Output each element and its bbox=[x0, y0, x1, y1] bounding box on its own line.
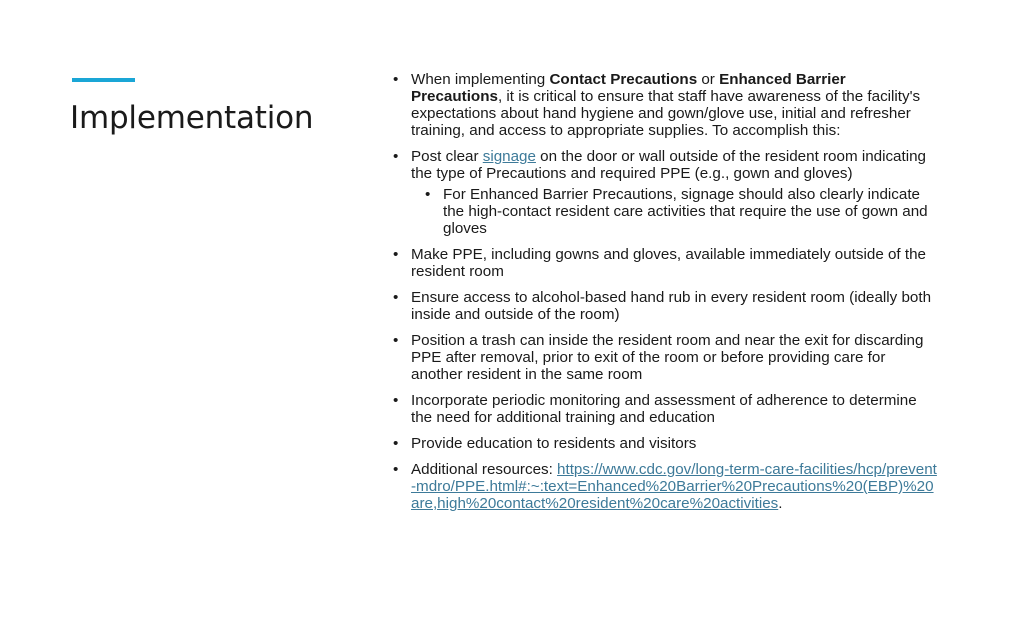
bullet-hand-rub-access: • Ensure access to alcohol-based hand rub in every resident room (ideally both inside and outside of the room) bbox=[393, 289, 938, 323]
content-body bbox=[393, 71, 938, 521]
title-accent-bar bbox=[72, 78, 135, 82]
bullet-text: Additional resources: bbox=[411, 461, 558, 478]
sub-bullet-list bbox=[411, 186, 938, 237]
signage-link[interactable]: signage bbox=[482, 148, 536, 165]
bullet-text: . bbox=[778, 495, 783, 512]
sub-bullet-signage-activities: • For Enhanced Barrier Precautions, signage should also clearly indicate the high-contact resident care activities that require the use of gown and gloves bbox=[411, 186, 938, 237]
bold-enhanced-barrier-precautions: Enhanced Barrier Precautions bbox=[411, 71, 846, 105]
bullet-monitoring: • Incorporate periodic monitoring and assessment of adherence to determine the need for additional training and education bbox=[393, 392, 938, 426]
bullet-contact-precautions bbox=[393, 71, 938, 139]
bullet-text: When implementing bbox=[411, 71, 550, 88]
bullet-text: , it is critical to ensure that staff have awareness of the facility's expectations about hand hygiene and gown/glove use, initial and refresher training, and access to appropriate supplies. To accomplish this: bbox=[411, 88, 921, 139]
bullet-text: Post clear bbox=[411, 148, 483, 165]
bullet-signage bbox=[393, 148, 938, 237]
cdc-resource-link[interactable]: https://www.cdc.gov/long-term-care-facilities/hcp/prevent-mdro/PPE.html#:~:text=Enhanced%20Barrier%20Precautions%20(EBP)%20are,high%20contact%20resident%20care%20activities bbox=[411, 461, 937, 512]
bullet-education: • Provide education to residents and visitors bbox=[393, 435, 938, 452]
bullet-ppe-availability: • Make PPE, including gowns and gloves, available immediately outside of the resident room bbox=[393, 246, 938, 280]
bullet-additional-resources bbox=[393, 461, 938, 512]
slide-title: Implementation bbox=[70, 100, 314, 136]
bullet-text: or bbox=[697, 71, 720, 88]
bullet-list bbox=[393, 71, 938, 512]
bullet-trash-can: • Position a trash can inside the resident room and near the exit for discarding PPE after removal, prior to exit of the room or before providing care for another resident in the same room bbox=[393, 332, 938, 383]
bullet-text: on the door or wall outside of the resident room indicating the type of Precautions and required PPE (e.g., gown and gloves) bbox=[411, 148, 926, 182]
bold-contact-precautions: Contact Precautions bbox=[549, 71, 698, 88]
